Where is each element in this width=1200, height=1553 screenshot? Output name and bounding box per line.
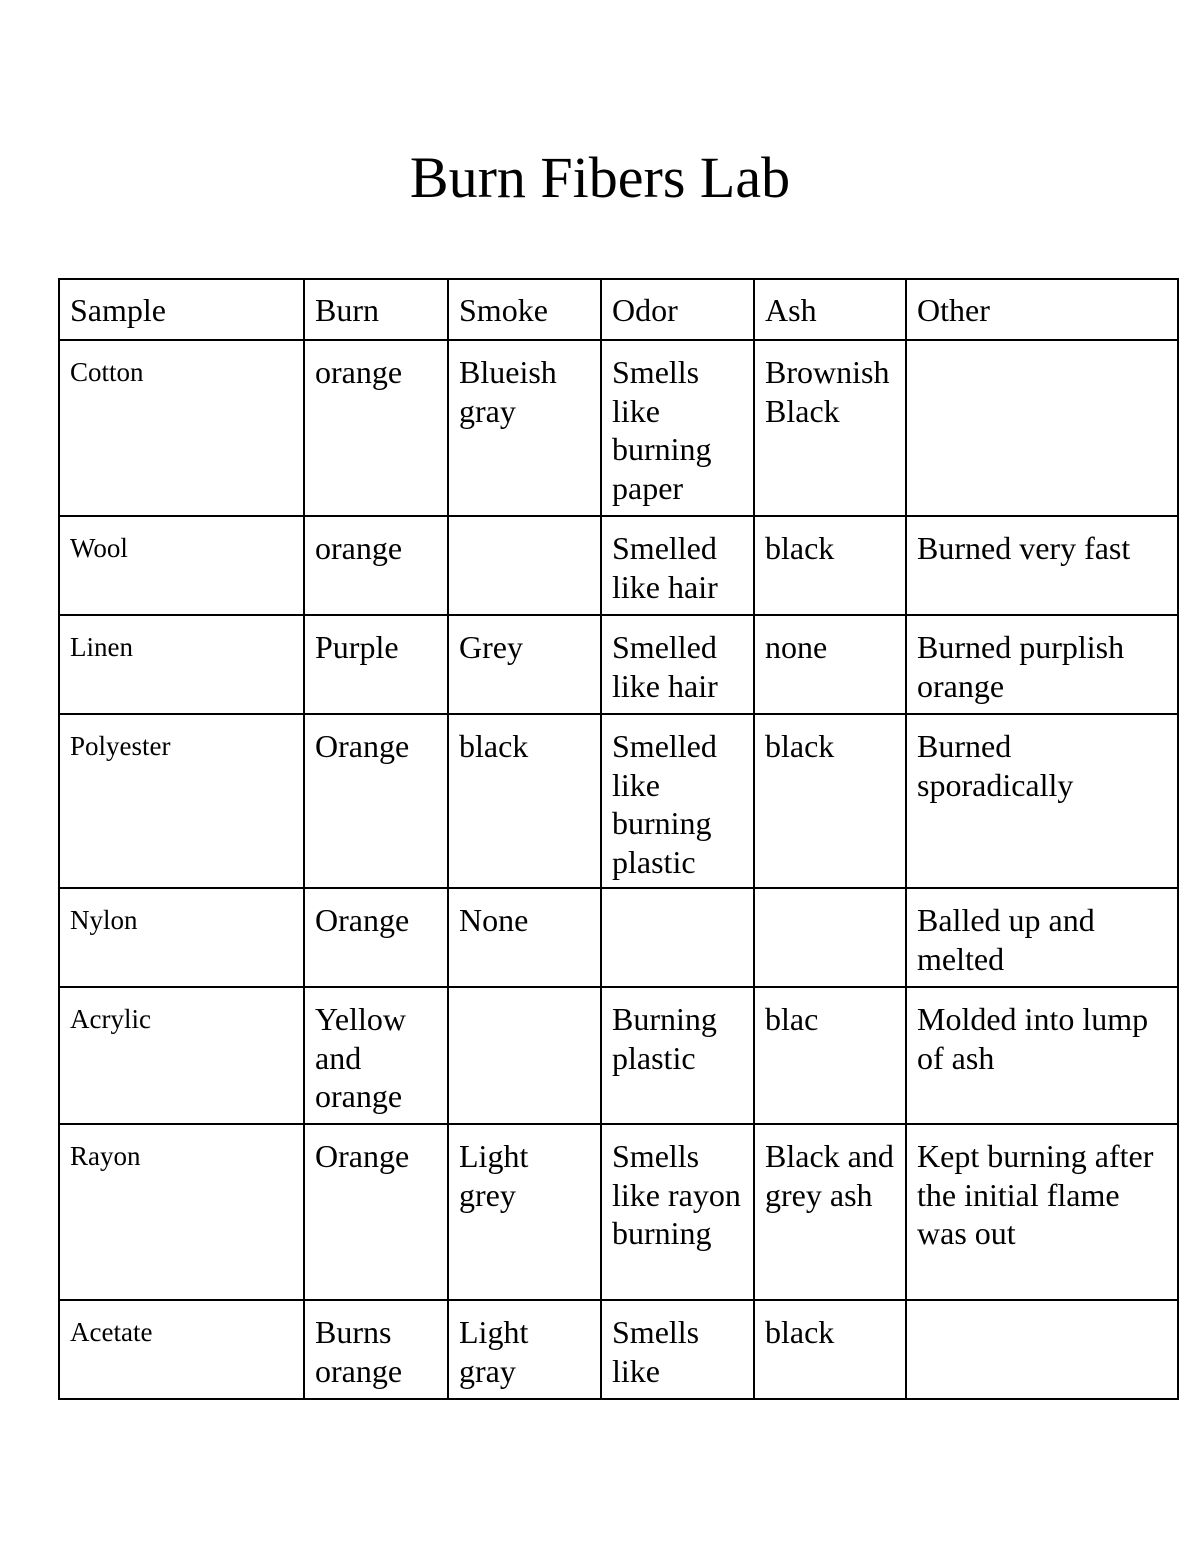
cell-odor: Smells like — [601, 1300, 754, 1399]
cell-smoke: None — [448, 888, 601, 987]
cell-sample: Acetate — [59, 1300, 304, 1399]
cell-odor: Smelled like burning plastic — [601, 714, 754, 888]
cell-other: Kept burning after the initial flame was out — [906, 1124, 1178, 1300]
table-header-row — [59, 279, 1178, 340]
cell-ash: black — [754, 1300, 906, 1399]
cell-burn: Orange — [304, 888, 448, 987]
cell-other: Burned purplish orange — [906, 615, 1178, 714]
burn-fibers-table — [58, 278, 1179, 1400]
cell-ash — [754, 888, 906, 987]
cell-ash: black — [754, 516, 906, 615]
cell-smoke: Blueish gray — [448, 340, 601, 516]
cell-burn: Orange — [304, 714, 448, 888]
cell-burn: Yellow and orange — [304, 987, 448, 1124]
cell-odor — [601, 888, 754, 987]
cell-odor: Smelled like hair — [601, 516, 754, 615]
cell-other — [906, 340, 1178, 516]
cell-ash: Brownish Black — [754, 340, 906, 516]
cell-smoke: Grey — [448, 615, 601, 714]
cell-smoke — [448, 987, 601, 1124]
cell-smoke: black — [448, 714, 601, 888]
cell-sample: Nylon — [59, 888, 304, 987]
cell-odor: Smells like rayon burning — [601, 1124, 754, 1300]
cell-burn: orange — [304, 516, 448, 615]
table-row — [59, 1300, 1178, 1399]
table-row — [59, 615, 1178, 714]
header-burn: Burn — [304, 279, 448, 340]
cell-smoke: Light grey — [448, 1124, 601, 1300]
table-row — [59, 714, 1178, 888]
cell-burn: Purple — [304, 615, 448, 714]
cell-other — [906, 1300, 1178, 1399]
cell-odor: Smelled like hair — [601, 615, 754, 714]
header-other: Other — [906, 279, 1178, 340]
header-ash: Ash — [754, 279, 906, 340]
cell-sample: Rayon — [59, 1124, 304, 1300]
cell-sample: Wool — [59, 516, 304, 615]
cell-sample: Linen — [59, 615, 304, 714]
cell-smoke — [448, 516, 601, 615]
cell-ash: black — [754, 714, 906, 888]
cell-burn: orange — [304, 340, 448, 516]
cell-burn: Burns orange — [304, 1300, 448, 1399]
cell-sample: Acrylic — [59, 987, 304, 1124]
table-row — [59, 888, 1178, 987]
page-title: Burn Fibers Lab — [409, 145, 791, 210]
table-row — [59, 340, 1178, 516]
cell-burn: Orange — [304, 1124, 448, 1300]
header-odor: Odor — [601, 279, 754, 340]
cell-odor: Burning plastic — [601, 987, 754, 1124]
cell-ash: Black and grey ash — [754, 1124, 906, 1300]
table-row — [59, 516, 1178, 615]
cell-smoke: Light gray — [448, 1300, 601, 1399]
cell-other: Burned sporadically — [906, 714, 1178, 888]
cell-other: Balled up and melted — [906, 888, 1178, 987]
cell-sample: Polyester — [59, 714, 304, 888]
table-row — [59, 1124, 1178, 1300]
header-smoke: Smoke — [448, 279, 601, 340]
cell-ash: none — [754, 615, 906, 714]
header-sample: Sample — [59, 279, 304, 340]
table-row — [59, 987, 1178, 1124]
cell-ash: blac — [754, 987, 906, 1124]
cell-sample: Cotton — [59, 340, 304, 516]
cell-other: Molded into lump of ash — [906, 987, 1178, 1124]
cell-odor: Smells like burning paper — [601, 340, 754, 516]
cell-other: Burned very fast — [906, 516, 1178, 615]
